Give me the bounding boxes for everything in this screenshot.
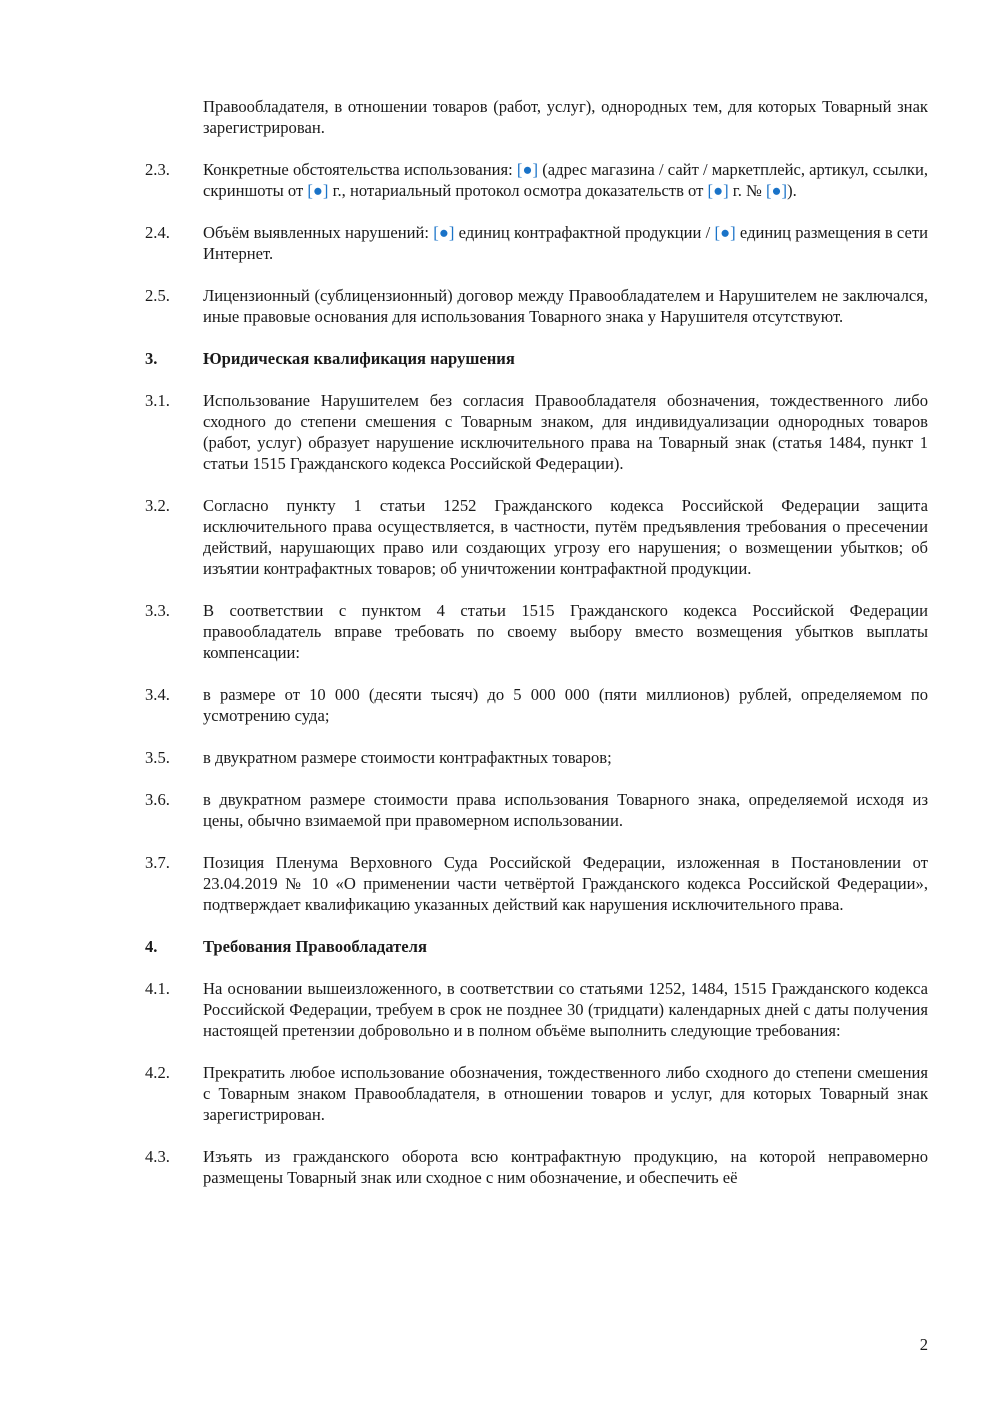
clause-number: 3.3. xyxy=(145,601,170,620)
placeholder-marker: [●] xyxy=(766,181,788,200)
clause-text: Прекратить любое использование обозначения, тождественного либо сходного до степени смешения с Товарным знаком Правообладателя, в отношении товаров и услуг, для которых Товарный знак зарегистрирован. xyxy=(203,1063,928,1124)
clause-2-5 xyxy=(145,285,928,327)
clause-text: Правообладателя, в отношении товаров (работ, услуг), однородных тем, для которых Товарный знак зарегистрирован. xyxy=(203,97,928,137)
clause-number: 3.1. xyxy=(145,391,170,410)
clause-2-3 xyxy=(145,159,928,201)
clause-text: в двукратном размере стоимости права использования Товарного знака, определяемой исходя из цены, обычно взимаемой при правомерном использовании. xyxy=(203,790,928,830)
clause-number: 3.5. xyxy=(145,748,170,767)
clause-3-1 xyxy=(145,390,928,474)
section-number: 4. xyxy=(145,937,158,956)
section-title: Юридическая квалификация нарушения xyxy=(203,349,515,368)
page-number: 2 xyxy=(919,1335,928,1354)
placeholder-marker: [●] xyxy=(516,160,539,179)
clause-text: Позиция Пленума Верховного Суда Российской Федерации, изложенная в Постановлении от 23.04.2019 № 10 «О применении части четвёртой Гражданского кодекса Российской Федерации», подтверждает квалификацию указанных действий как нарушения исключительного права. xyxy=(203,853,928,914)
clause-text: Согласно пункту 1 статьи 1252 Гражданского кодекса Российской Федерации защита исключительного права осуществляется, в частности, путём предъявления требования о пресечении действий, нарушающих право или создающих угрозу его нарушения; о возмещении убытков; об изъятии контрафактных товаров; об уничтожении контрафактной продукции. xyxy=(203,496,928,578)
placeholder-marker: [●] xyxy=(714,223,736,242)
section-title: Требования Правообладателя xyxy=(203,937,427,956)
clause-4-2 xyxy=(145,1062,928,1125)
clause-text: Изъять из гражданского оборота всю контрафактную продукцию, на которой неправомерно размещены Товарный знак или сходное с ним обозначение, и обеспечить её xyxy=(203,1147,928,1187)
clause-4-3 xyxy=(145,1146,928,1188)
section-3-heading xyxy=(145,348,928,369)
clause-number: 4.2. xyxy=(145,1063,170,1082)
clause-number: 3.2. xyxy=(145,496,170,515)
clause-number: 4.1. xyxy=(145,979,170,998)
clause-number: 4.3. xyxy=(145,1147,170,1166)
clause-text: в двукратном размере стоимости контрафактных товаров; xyxy=(203,748,612,767)
document-body xyxy=(145,96,928,1209)
clause-number: 3.4. xyxy=(145,685,170,704)
clause-text: Объём выявленных нарушений: [●] единиц контрафактной продукции / [●] единиц размещения в сети Интернет. xyxy=(203,223,928,263)
clause-2-2-continuation xyxy=(145,96,928,138)
clause-3-7 xyxy=(145,852,928,915)
clause-text: На основании вышеизложенного, в соответствии со статьями 1252, 1484, 1515 Гражданского кодекса Российской Федерации, требуем в срок не позднее 30 (тридцати) календарных дней с даты получения настоящей претензии добровольно и в полном объёме выполнить следующие требования: xyxy=(203,979,928,1040)
clause-number: 3.6. xyxy=(145,790,170,809)
placeholder-marker: [●] xyxy=(433,223,455,242)
clause-number: 2.5. xyxy=(145,286,170,305)
clause-4-1 xyxy=(145,978,928,1041)
clause-text: Использование Нарушителем без согласия Правообладателя обозначения, тождественного либо сходного до степени смешения с Товарным знаком, для индивидуализации однородных товаров (работ, услуг) образует нарушение исключительного права на Товарный знак (статья 1484, пункт 1 статьи 1515 Гражданского кодекса Российской Федерации). xyxy=(203,391,928,473)
clause-3-2 xyxy=(145,495,928,579)
placeholder-marker: [●] xyxy=(707,181,729,200)
clause-number: 2.3. xyxy=(145,160,170,179)
clause-number: 3.7. xyxy=(145,853,170,872)
clause-text: В соответствии с пунктом 4 статьи 1515 Гражданского кодекса Российской Федерации правообладатель вправе требовать по своему выбору вместо возмещения убытков выплаты компенсации: xyxy=(203,601,928,662)
clause-text: в размере от 10 000 (десяти тысяч) до 5 000 000 (пяти миллионов) рублей, определяемом по усмотрению суда; xyxy=(203,685,928,725)
clause-3-6 xyxy=(145,789,928,831)
clause-text: Конкретные обстоятельства использования: [●] (адрес магазина / сайт / маркетплейс, артикул, ссылки, скриншоты от [●] г., нотариальный протокол осмотра доказательств от [●] г. № [●]). xyxy=(203,160,929,200)
placeholder-marker: [●] xyxy=(307,181,329,200)
clause-3-5 xyxy=(145,747,928,768)
clause-2-4 xyxy=(145,222,928,264)
clause-3-4 xyxy=(145,684,928,726)
clause-number: 2.4. xyxy=(145,223,170,242)
clause-3-3 xyxy=(145,600,928,663)
section-4-heading xyxy=(145,936,928,957)
clause-text: Лицензионный (сублицензионный) договор между Правообладателем и Нарушителем не заключался, иные правовые основания для использования Товарного знака у Нарушителя отсутствуют. xyxy=(203,286,928,326)
section-number: 3. xyxy=(145,349,158,368)
